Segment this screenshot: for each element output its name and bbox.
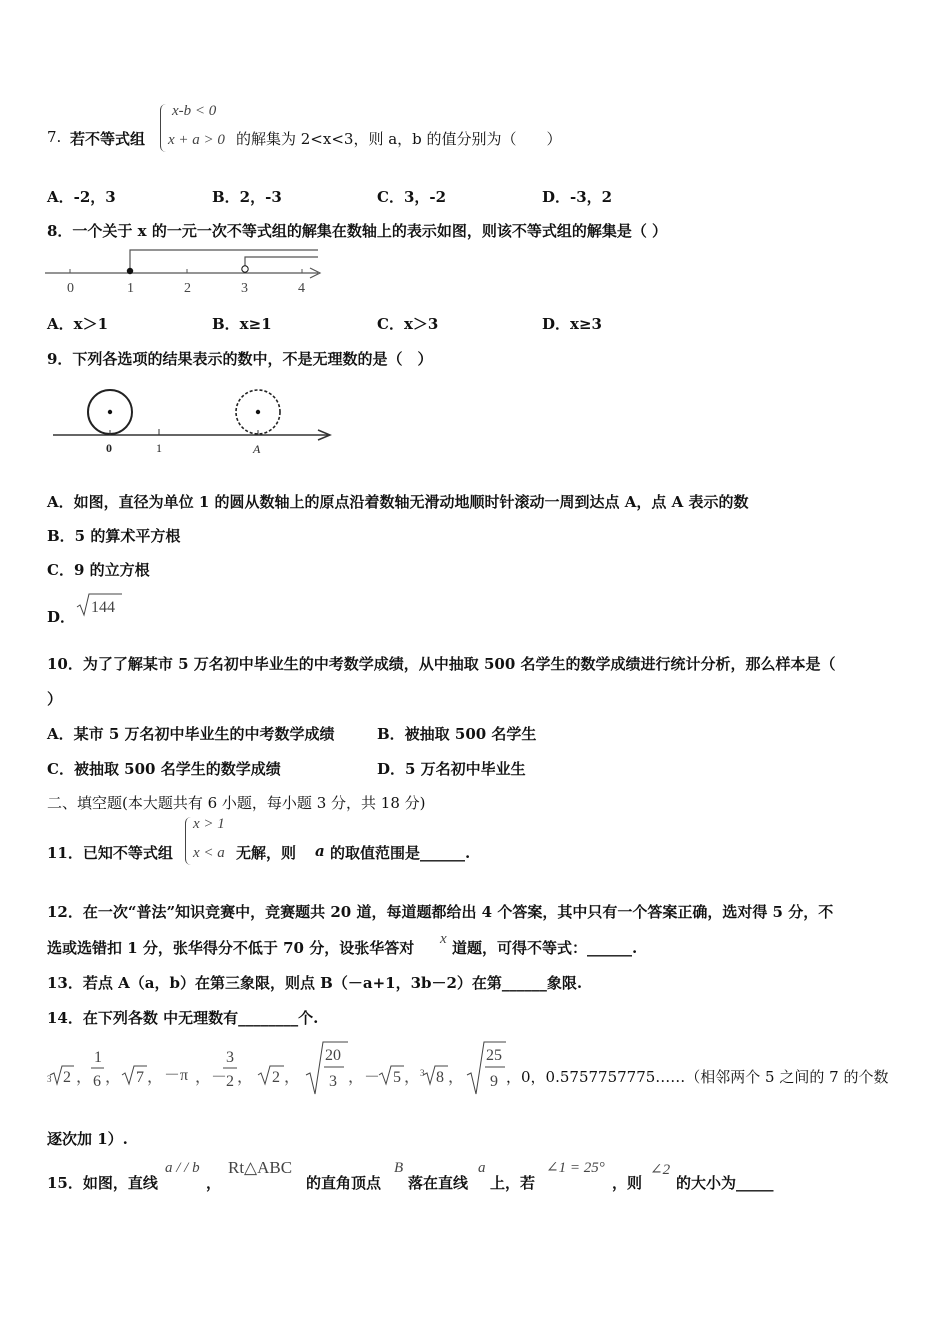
q8-label-0: 0 xyxy=(67,281,74,296)
q8-option-a: A．x＞1 xyxy=(47,315,109,333)
q15-line-a: a xyxy=(478,1160,486,1176)
q14-n4: 5 xyxy=(393,1069,401,1086)
svg-text:，: ， xyxy=(284,1069,301,1086)
q15-comma: ， xyxy=(206,1174,222,1192)
q14-f4-num: 25 xyxy=(486,1047,502,1064)
q15-suffix: 的大小为_____ xyxy=(676,1174,774,1192)
section-2-heading: 二、填空题(本大题共有 6 小题，每小题 3 分，共 18 分) xyxy=(47,794,426,812)
q7-option-b: B．2，-3 xyxy=(212,188,282,206)
q11-eq1: x > 1 xyxy=(193,816,225,832)
q14-f3-den: 3 xyxy=(329,1073,337,1090)
q9-option-c: C．9 的立方根 xyxy=(47,561,150,579)
q9-label-a: A xyxy=(253,442,261,456)
svg-text:，: ， xyxy=(448,1069,465,1086)
q8-option-b: B．x≥1 xyxy=(212,315,272,333)
q14-f2-den: 2 xyxy=(226,1073,234,1090)
q7-option-a: A．-2，3 xyxy=(47,188,116,206)
q15-triangle: Rt△ABC xyxy=(228,1158,293,1177)
q10-option-d: D．5 万名初中毕业生 xyxy=(377,760,526,778)
q11-variable: a xyxy=(315,842,325,860)
q11-suffix1: 无解，则 xyxy=(236,844,297,862)
q14-n3: 2 xyxy=(272,1069,280,1086)
svg-text:，: ， xyxy=(237,1069,254,1086)
q9-option-d-sqrt xyxy=(76,592,124,618)
q9-option-d-radicand: 144 xyxy=(91,599,115,616)
q7-number: 7. xyxy=(47,128,62,146)
svg-text:，: ， xyxy=(147,1069,164,1086)
q14-f1-num: 1 xyxy=(94,1049,102,1066)
q15-mid3: 上，若 xyxy=(490,1174,536,1192)
q15-mid1: 的直角顶点 xyxy=(306,1174,382,1192)
svg-text:3: 3 xyxy=(420,1068,425,1078)
q11-suffix2: 的取值范围是______. xyxy=(330,844,471,862)
q10-option-b: B．被抽取 500 名学生 xyxy=(377,725,537,743)
q8-label-3: 3 xyxy=(241,281,248,296)
q15-angle1: ∠1 = 25° xyxy=(546,1160,605,1176)
q8-label-4: 4 xyxy=(298,281,305,296)
svg-text:，: ， xyxy=(105,1069,122,1086)
q7-eq1: x-b < 0 xyxy=(172,103,217,119)
q9-option-a: A．如图，直径为单位 1 的圆从数轴上的原点沿着数轴无滑动地顺时针滚动一周到达点 A，点 A 表示的数 xyxy=(47,493,749,511)
q9-text: 9．下列各选项的结果表示的数中，不是无理数的是（ ） xyxy=(47,350,433,368)
svg-text:，: ， xyxy=(76,1069,93,1086)
q12-variable: x xyxy=(440,931,447,947)
q11-prefix: 11．已知不等式组 xyxy=(47,844,173,862)
q14-n1: 2 xyxy=(63,1069,71,1086)
q15-mid4: ，则 xyxy=(612,1174,643,1192)
q8-option-d: D．x≥3 xyxy=(542,315,602,333)
q14-tail: ，0，0.5757757775……（相邻两个 5 之间的 7 的个数 xyxy=(506,1068,889,1086)
q14-n2: 7 xyxy=(136,1069,144,1086)
q14-f3-num: 20 xyxy=(325,1047,341,1064)
q9-label-1: 1 xyxy=(156,441,162,455)
q15-point-b: B xyxy=(394,1160,404,1176)
q15-mid2: 落在直线 xyxy=(408,1174,469,1192)
q10-text-line1: 10．为了了解某市 5 万名初中毕业生的中考数学成绩，从中抽取 500 名学生的数学成绩进行统计分析，那么样本是（ xyxy=(47,655,836,673)
svg-text:，－: ，－ xyxy=(348,1069,381,1086)
q14-f1-den: 6 xyxy=(93,1073,101,1090)
q8-label-1: 1 xyxy=(127,281,134,296)
svg-text:，: ， xyxy=(404,1069,421,1086)
q15-parallel-lines: a / / b xyxy=(165,1160,200,1176)
svg-text:，－: ，－ xyxy=(195,1069,228,1086)
q12-line2-prefix: 选或选错扣 1 分，张华得分不低于 70 分，设张华答对 xyxy=(47,939,415,957)
q8-text: 8．一个关于 x 的一元一次不等式组的解集在数轴上的表示如图，则该不等式组的解集是（ ） xyxy=(47,222,668,240)
svg-text:3: 3 xyxy=(47,1074,52,1084)
q14-text: 14．在下列各数 中无理数有________个. xyxy=(47,1009,319,1027)
q8-label-2: 2 xyxy=(184,281,191,296)
q7-suffix: 的解集为 2<x<3，则 a，b 的值分别为（ ） xyxy=(236,130,562,148)
q9-option-d: D． xyxy=(47,608,76,626)
q10-option-a: A．某市 5 万名初中毕业生的中考数学成绩 xyxy=(47,725,335,743)
q11-eq2: x < a xyxy=(193,845,225,861)
q14-f4-den: 9 xyxy=(490,1073,498,1090)
q14-f2-num: 3 xyxy=(226,1049,234,1066)
q10-option-c: C．被抽取 500 名学生的数学成绩 xyxy=(47,760,281,778)
q7-option-d: D．-3，2 xyxy=(542,188,613,206)
q9-rolling-circle-figure xyxy=(50,378,335,458)
q15-prefix: 15．如图，直线 xyxy=(47,1174,158,1192)
q14-pi: －π xyxy=(164,1067,189,1084)
q14-n5: 8 xyxy=(436,1069,444,1086)
q13-text: 13．若点 A（a，b）在第三象限，则点 B（－a+1，3b－2）在第______象限. xyxy=(47,974,583,992)
q7-prefix: 若不等式组 xyxy=(70,130,146,148)
q15-angle2: ∠2 xyxy=(650,1162,671,1178)
q9-label-0: 0 xyxy=(106,441,112,455)
q12-line1: 12．在一次“普法”知识竞赛中，竞赛题共 20 道，每道题都给出 4 个答案，其中只有一个答案正确，选对得 5 分，不 xyxy=(47,903,834,921)
q7-option-c: C．3，-2 xyxy=(377,188,447,206)
q8-option-c: C．x＞3 xyxy=(377,315,439,333)
q14-line3: 逐次加 1）. xyxy=(47,1130,128,1148)
q10-text-line2: ） xyxy=(47,690,63,708)
q8-number-line xyxy=(40,242,330,298)
q14-number-list xyxy=(44,1038,520,1098)
q12-line2-suffix: 道题，可得不等式：______. xyxy=(452,939,638,957)
q9-option-b: B．5 的算术平方根 xyxy=(47,527,181,545)
q7-eq2: x + a > 0 xyxy=(168,132,225,148)
